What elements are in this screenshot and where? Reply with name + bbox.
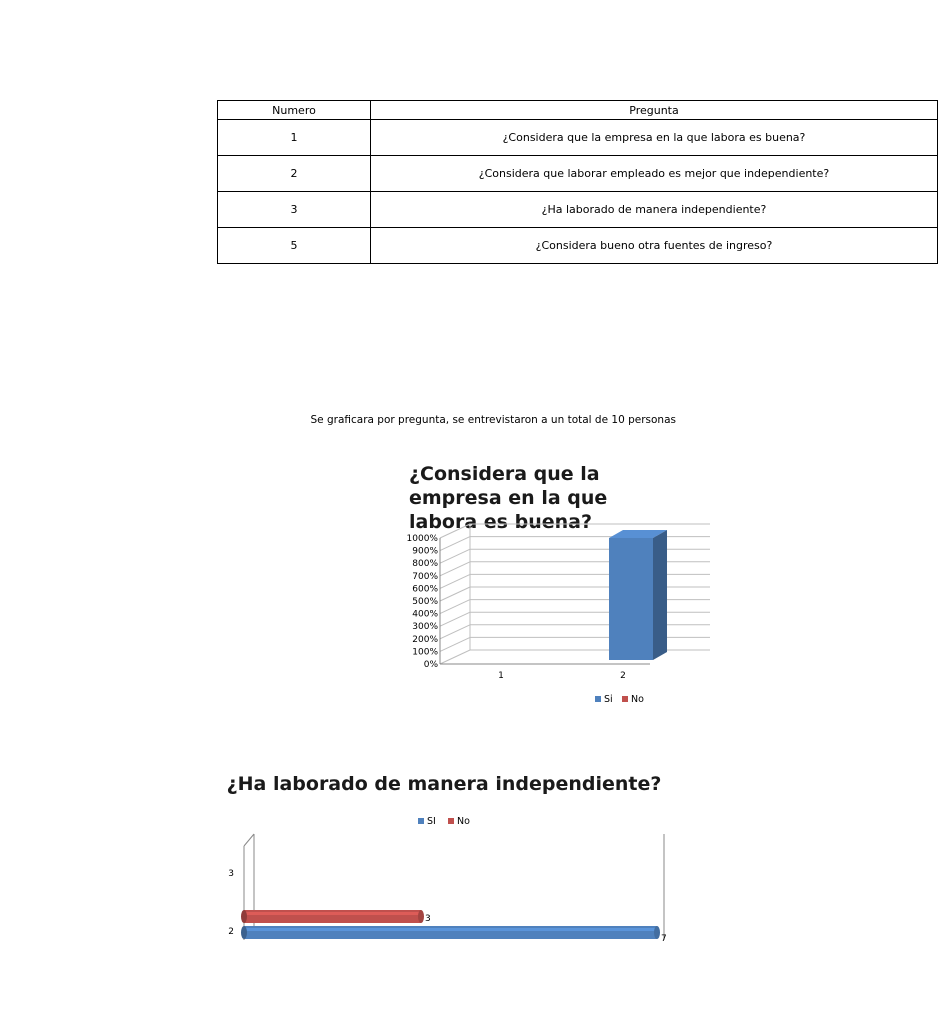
legend-label-si: SI: [427, 816, 436, 827]
bar-no: [244, 910, 421, 923]
y-tick-label: 600%: [412, 584, 438, 595]
legend-swatch-si: [418, 818, 424, 824]
left-wall-top: [244, 834, 254, 846]
legend-label-no: No: [457, 816, 470, 827]
chart2-title: ¿Ha laborado de manera independiente?: [226, 773, 662, 795]
bar-cap-left: [241, 926, 247, 939]
data-label-no: 3: [425, 914, 431, 924]
table-row: [218, 120, 938, 156]
bar-si: [244, 926, 657, 939]
cell-numero: 3: [218, 192, 371, 228]
y-tick-label: 1000%: [406, 534, 438, 544]
legend-label-si: Si: [604, 694, 613, 705]
y-tick-label: 100%: [412, 647, 438, 658]
gridline-side: [440, 549, 470, 563]
bar-cap-right: [418, 910, 424, 923]
gridline-side: [440, 600, 470, 614]
y-tick-label: 700%: [412, 571, 438, 582]
cell-pregunta: ¿Considera que laborar empleado es mejor que independiente?: [371, 156, 938, 192]
header-numero: Numero: [218, 101, 371, 120]
chart1-title: ¿Considera que la empresa en la que labora es buena?: [409, 463, 608, 533]
legend-swatch-no: [622, 696, 628, 702]
cell-numero: 5: [218, 228, 371, 264]
cell-numero: 2: [218, 156, 371, 192]
bar-si-2: [609, 538, 653, 660]
gridline-side: [440, 612, 470, 626]
bar-side: [653, 530, 667, 660]
bar-highlight: [244, 912, 421, 915]
y-tick-label: 300%: [412, 622, 438, 633]
gridline-side: [440, 537, 470, 551]
bar-cap-right: [654, 926, 660, 939]
chart1: [390, 518, 676, 718]
table-row: [218, 192, 938, 228]
y-tick-label: 500%: [412, 597, 438, 607]
cell-pregunta: ¿Ha laborado de manera independiente?: [371, 192, 938, 228]
bar-cap-left: [241, 910, 247, 923]
gridline-side: [440, 625, 470, 639]
y-tick-label: 0%: [423, 660, 438, 670]
legend-swatch-si: [595, 696, 601, 702]
graph-note: Se graficara por pregunta, se entrevistaron a un total de 10 personas: [310, 414, 676, 426]
y-tick-label: 2: [228, 927, 234, 937]
y-tick-label: 400%: [412, 609, 438, 620]
gridline-side: [440, 562, 470, 576]
data-label-si: 7: [661, 934, 667, 944]
table-header-row: [218, 101, 938, 120]
x-tick-label: 2: [620, 671, 626, 681]
cell-pregunta: ¿Considera que la empresa en la que labora es buena?: [371, 120, 938, 156]
y-tick-label: 800%: [412, 559, 438, 570]
y-tick-label: 200%: [412, 634, 438, 645]
bar-highlight: [244, 928, 657, 931]
gridline-side: [440, 587, 470, 601]
cell-pregunta: ¿Considera bueno otra fuentes de ingreso?: [371, 228, 938, 264]
gridline-side: [440, 574, 470, 588]
legend-swatch-no: [448, 818, 454, 824]
gridline-side: [440, 524, 470, 538]
legend-label-no: No: [631, 694, 644, 705]
table-row: [218, 156, 938, 192]
survey-table-container: [217, 100, 830, 266]
header-pregunta: Pregunta: [371, 101, 938, 120]
gridline-side: [440, 650, 470, 664]
gridline-side: [440, 637, 470, 651]
x-tick-label: 1: [498, 671, 504, 681]
chart2: [220, 808, 676, 948]
y-tick-label: 3: [228, 869, 234, 879]
table-row: [218, 228, 938, 264]
cell-numero: 1: [218, 120, 371, 156]
y-tick-label: 900%: [412, 546, 438, 557]
survey-table: [217, 100, 938, 264]
